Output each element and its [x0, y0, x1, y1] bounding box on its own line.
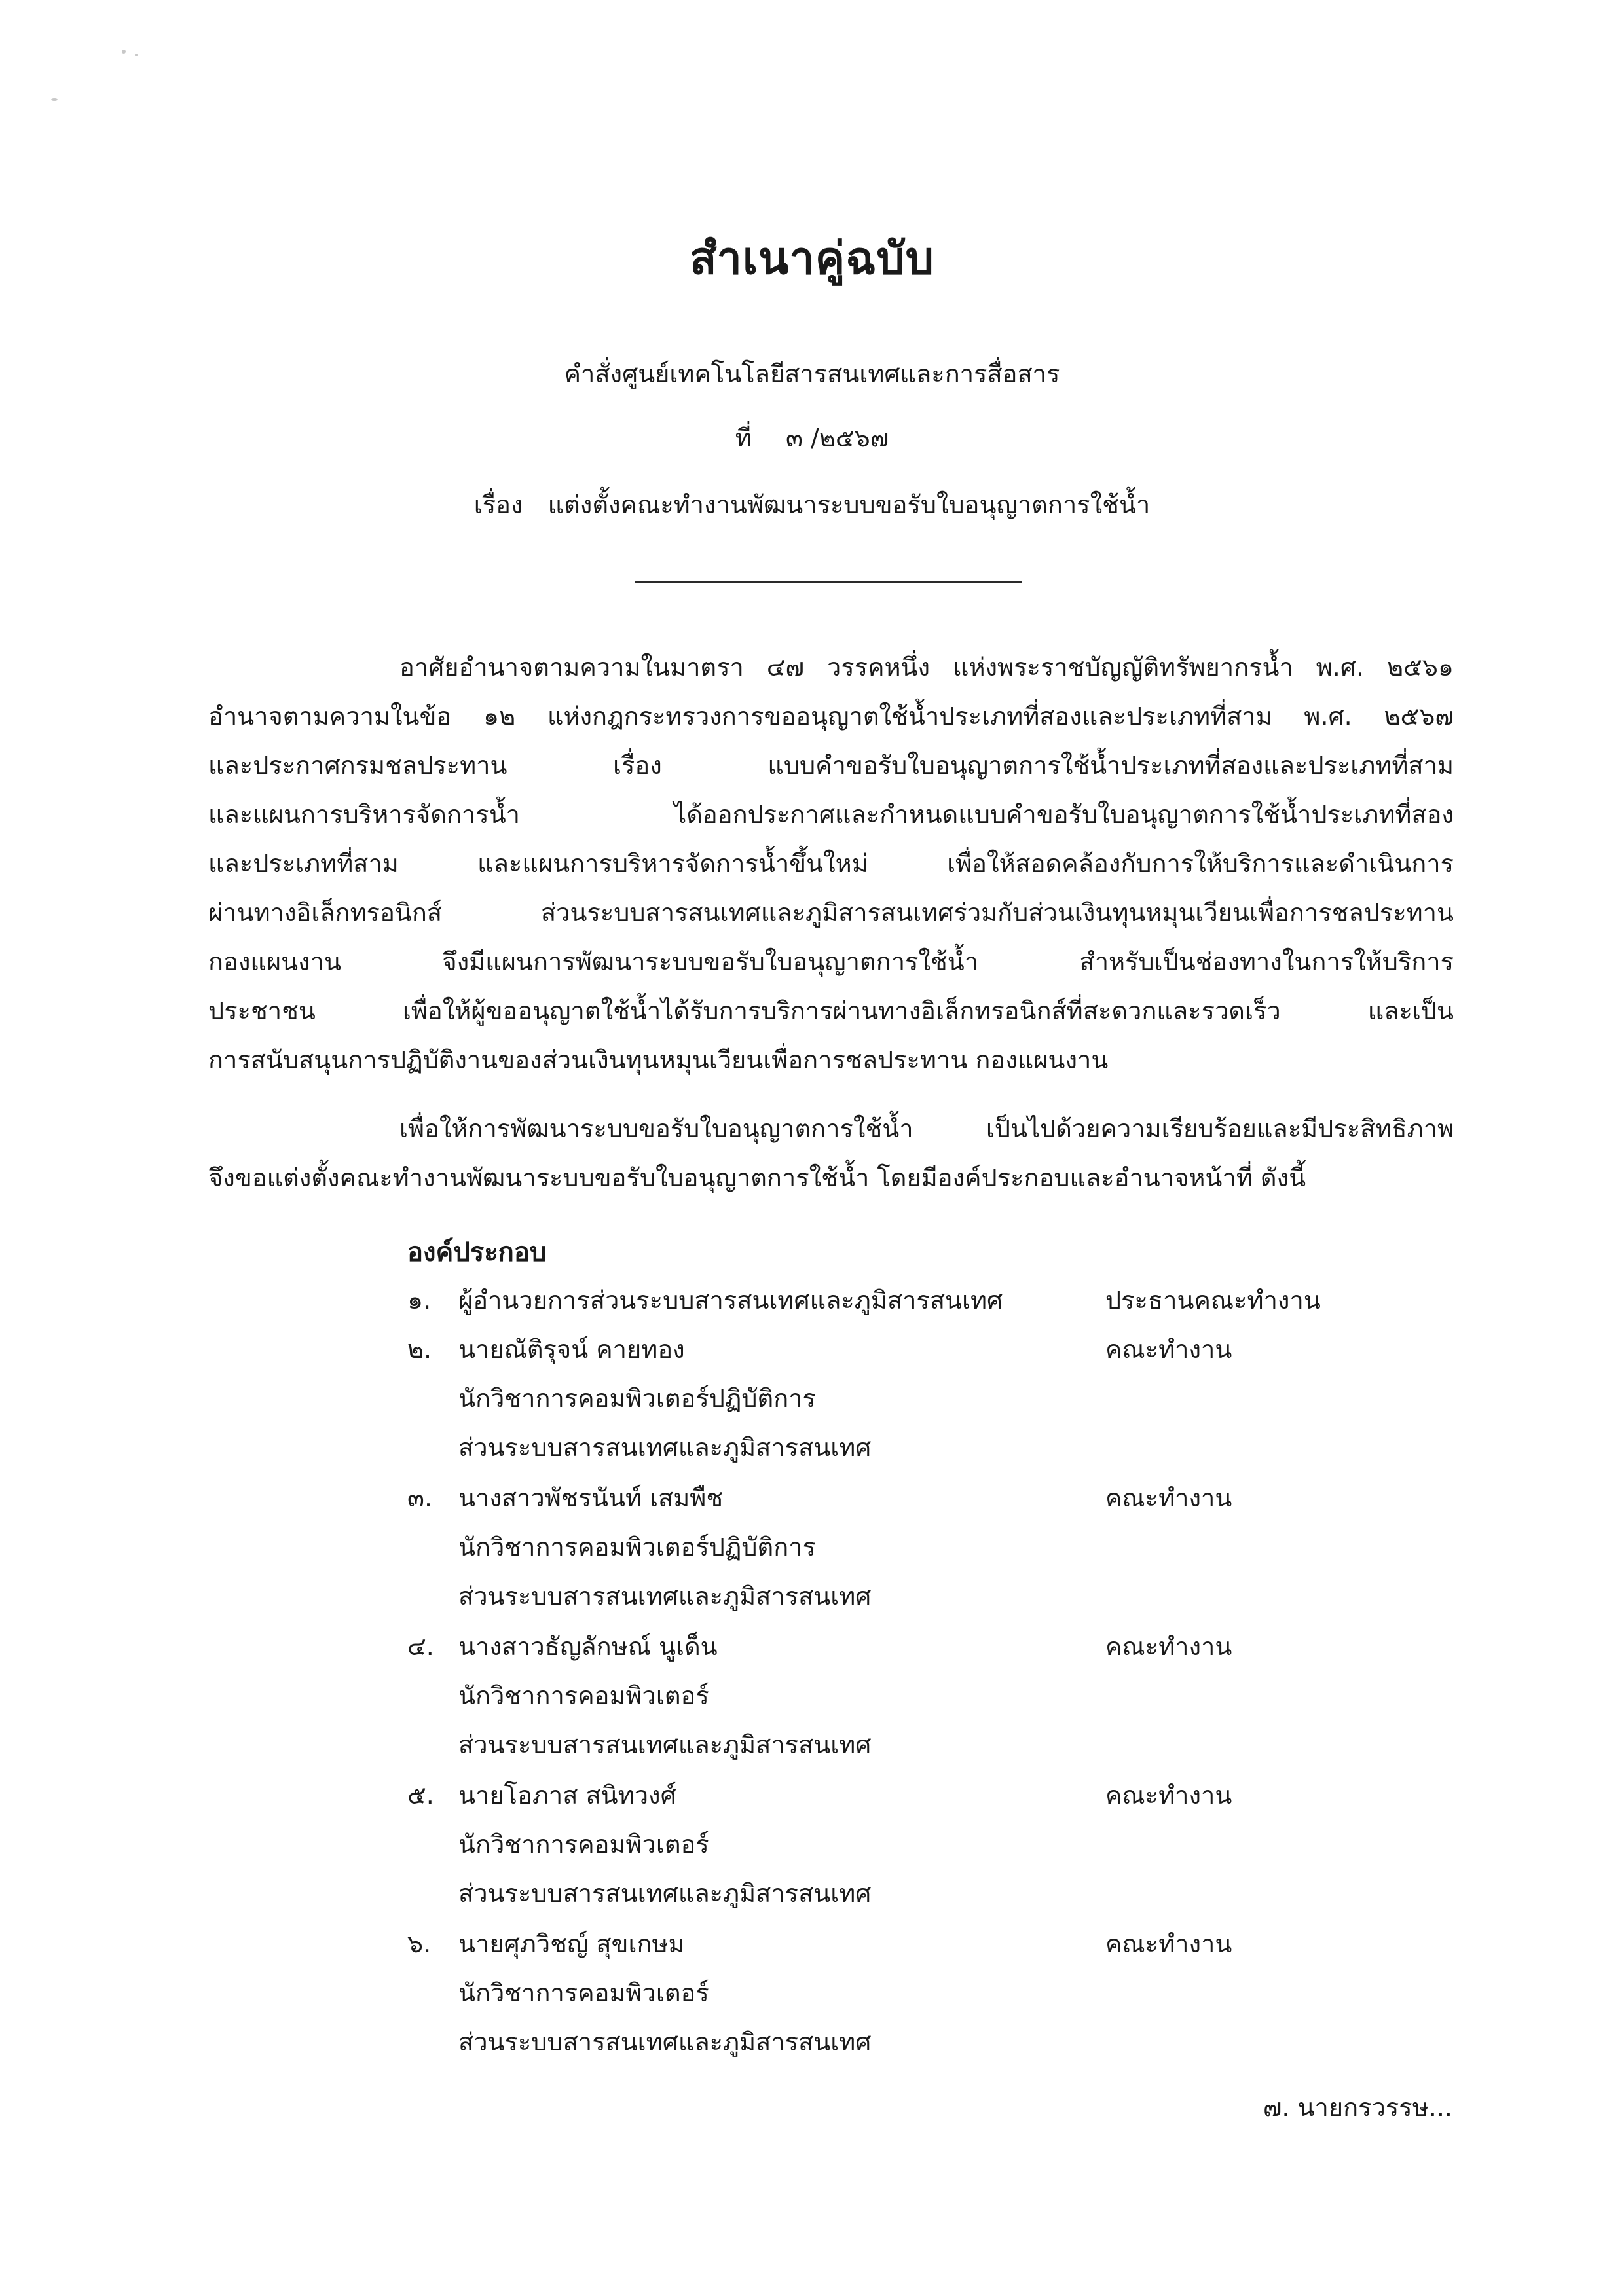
- paragraph-1-line: ผ่านทางอิเล็กทรอนิกส์ ส่วนระบบสารสนเทศและภูมิสารสนเทศร่วมกับส่วนเงินทุนหมุนเวียนเพื่อการชลประทาน: [208, 898, 1454, 927]
- paragraph-1-line: อำนาจตามความในข้อ ๑๒ แห่งกฎกระทรวงการขออนุญาตใช้น้ำประเภทที่สองและประเภทที่สาม พ.ศ. ๒๕๖๗: [208, 702, 1454, 731]
- member-position: นักวิชาการคอมพิวเตอร์: [458, 1978, 709, 2007]
- member-role: คณะทำงาน: [1105, 1929, 1232, 1958]
- member-number: ๑.: [407, 1286, 432, 1315]
- member-name: นางสาวธัญลักษณ์ นูเด็น: [458, 1632, 718, 1661]
- member-position: นักวิชาการคอมพิวเตอร์: [458, 1830, 709, 1859]
- scan-speck: [51, 98, 58, 101]
- order-number-value: ๓ /๒๕๖๗: [785, 424, 889, 452]
- member-role: คณะทำงาน: [1105, 1632, 1232, 1661]
- paragraph-1-line: และประกาศกรมชลประทาน เรื่อง แบบคำขอรับใบอนุญาตการใช้น้ำประเภทที่สองและประเภทที่สาม: [208, 751, 1454, 780]
- member-department: ส่วนระบบสารสนเทศและภูมิสารสนเทศ: [458, 1730, 872, 1759]
- paragraph-1-line: และประเภทที่สาม และแผนการบริหารจัดการน้ำขึ้นใหม่ เพื่อให้สอดคล้องกับการให้บริการและดำเนินการ: [208, 849, 1454, 878]
- order-number: [0, 418, 1624, 458]
- member-name: ผู้อำนวยการส่วนระบบสารสนเทศและภูมิสารสนเทศ: [458, 1286, 1003, 1315]
- paragraph-1-line: อาศัยอำนาจตามความในมาตรา ๔๗ วรรคหนึ่ง แห่งพระราชบัญญัติทรัพยากรน้ำ พ.ศ. ๒๕๖๑: [399, 653, 1454, 682]
- member-position: นักวิชาการคอมพิวเตอร์ปฏิบัติการ: [458, 1384, 816, 1413]
- member-number: ๒.: [407, 1335, 432, 1364]
- scan-speck: [135, 54, 138, 56]
- member-department: ส่วนระบบสารสนเทศและภูมิสารสนเทศ: [458, 1582, 872, 1611]
- continuation-marker: ๗. นายกรวรรษ...: [1263, 2093, 1452, 2122]
- member-department: ส่วนระบบสารสนเทศและภูมิสารสนเทศ: [458, 1879, 872, 1908]
- paragraph-2-line: จึงขอแต่งตั้งคณะทำงานพัฒนาระบบขอรับใบอนุญาตการใช้น้ำ โดยมีองค์ประกอบและอำนาจหน้าที่ ดังนี้: [208, 1163, 1306, 1192]
- member-number: ๓.: [407, 1484, 433, 1512]
- member-role: ประธานคณะทำงาน: [1105, 1286, 1321, 1315]
- member-name: นายณัติรุจน์ คายทอง: [458, 1335, 685, 1364]
- member-role: คณะทำงาน: [1105, 1781, 1232, 1810]
- document-title: สำเนาคู่ฉบับ: [690, 233, 934, 285]
- composition-heading: องค์ประกอบ: [407, 1237, 547, 1267]
- order-number-label: ที่: [735, 424, 752, 452]
- member-number: ๕.: [407, 1781, 434, 1810]
- member-name: นางสาวพัชรนันท์ เสมพืช: [458, 1484, 724, 1512]
- member-name: นายศุภวิชญ์ สุขเกษม: [458, 1929, 685, 1958]
- member-name: นายโอภาส สนิทวงศ์: [458, 1781, 676, 1810]
- paragraph-1-line: กองแผนงาน จึงมีแผนการพัฒนาระบบขอรับใบอนุญาตการใช้น้ำ สำหรับเป็นช่องทางในการให้บริการ: [208, 947, 1454, 976]
- member-position: นักวิชาการคอมพิวเตอร์: [458, 1681, 709, 1710]
- member-department: ส่วนระบบสารสนเทศและภูมิสารสนเทศ: [458, 1433, 872, 1462]
- order-issuer: คำสั่งศูนย์เทคโนโลยีสารสนเทศและการสื่อสาร: [564, 359, 1060, 388]
- title-divider: [635, 581, 1022, 583]
- member-department: ส่วนระบบสารสนเทศและภูมิสารสนเทศ: [458, 2028, 872, 2056]
- member-number: ๖.: [407, 1929, 432, 1958]
- paragraph-1-line: ประชาชน เพื่อให้ผู้ขออนุญาตใช้น้ำได้รับการบริการผ่านทางอิเล็กทรอนิกส์ที่สะดวกและรวดเร็ว และเป็น: [208, 996, 1454, 1025]
- member-number: ๔.: [407, 1632, 434, 1661]
- subject-label: เรื่อง: [473, 490, 523, 519]
- paragraph-1-line: และแผนการบริหารจัดการน้ำ ได้ออกประกาศและกำหนดแบบคำขอรับใบอนุญาตการใช้น้ำประเภทที่สอง: [208, 800, 1454, 829]
- order-subject: [0, 484, 1624, 524]
- paragraph-2-line: เพื่อให้การพัฒนาระบบขอรับใบอนุญาตการใช้น้ำ เป็นไปด้วยความเรียบร้อยและมีประสิทธิภาพ: [399, 1114, 1454, 1143]
- subject-text: แต่งตั้งคณะทำงานพัฒนาระบบขอรับใบอนุญาตการใช้น้ำ: [547, 490, 1151, 519]
- paragraph-1-line: การสนับสนุนการปฏิบัติงานของส่วนเงินทุนหมุนเวียนเพื่อการชลประทาน กองแผนงาน: [208, 1046, 1109, 1074]
- scan-speck: [122, 50, 126, 54]
- member-position: นักวิชาการคอมพิวเตอร์ปฏิบัติการ: [458, 1533, 816, 1561]
- member-role: คณะทำงาน: [1105, 1335, 1232, 1364]
- member-role: คณะทำงาน: [1105, 1484, 1232, 1512]
